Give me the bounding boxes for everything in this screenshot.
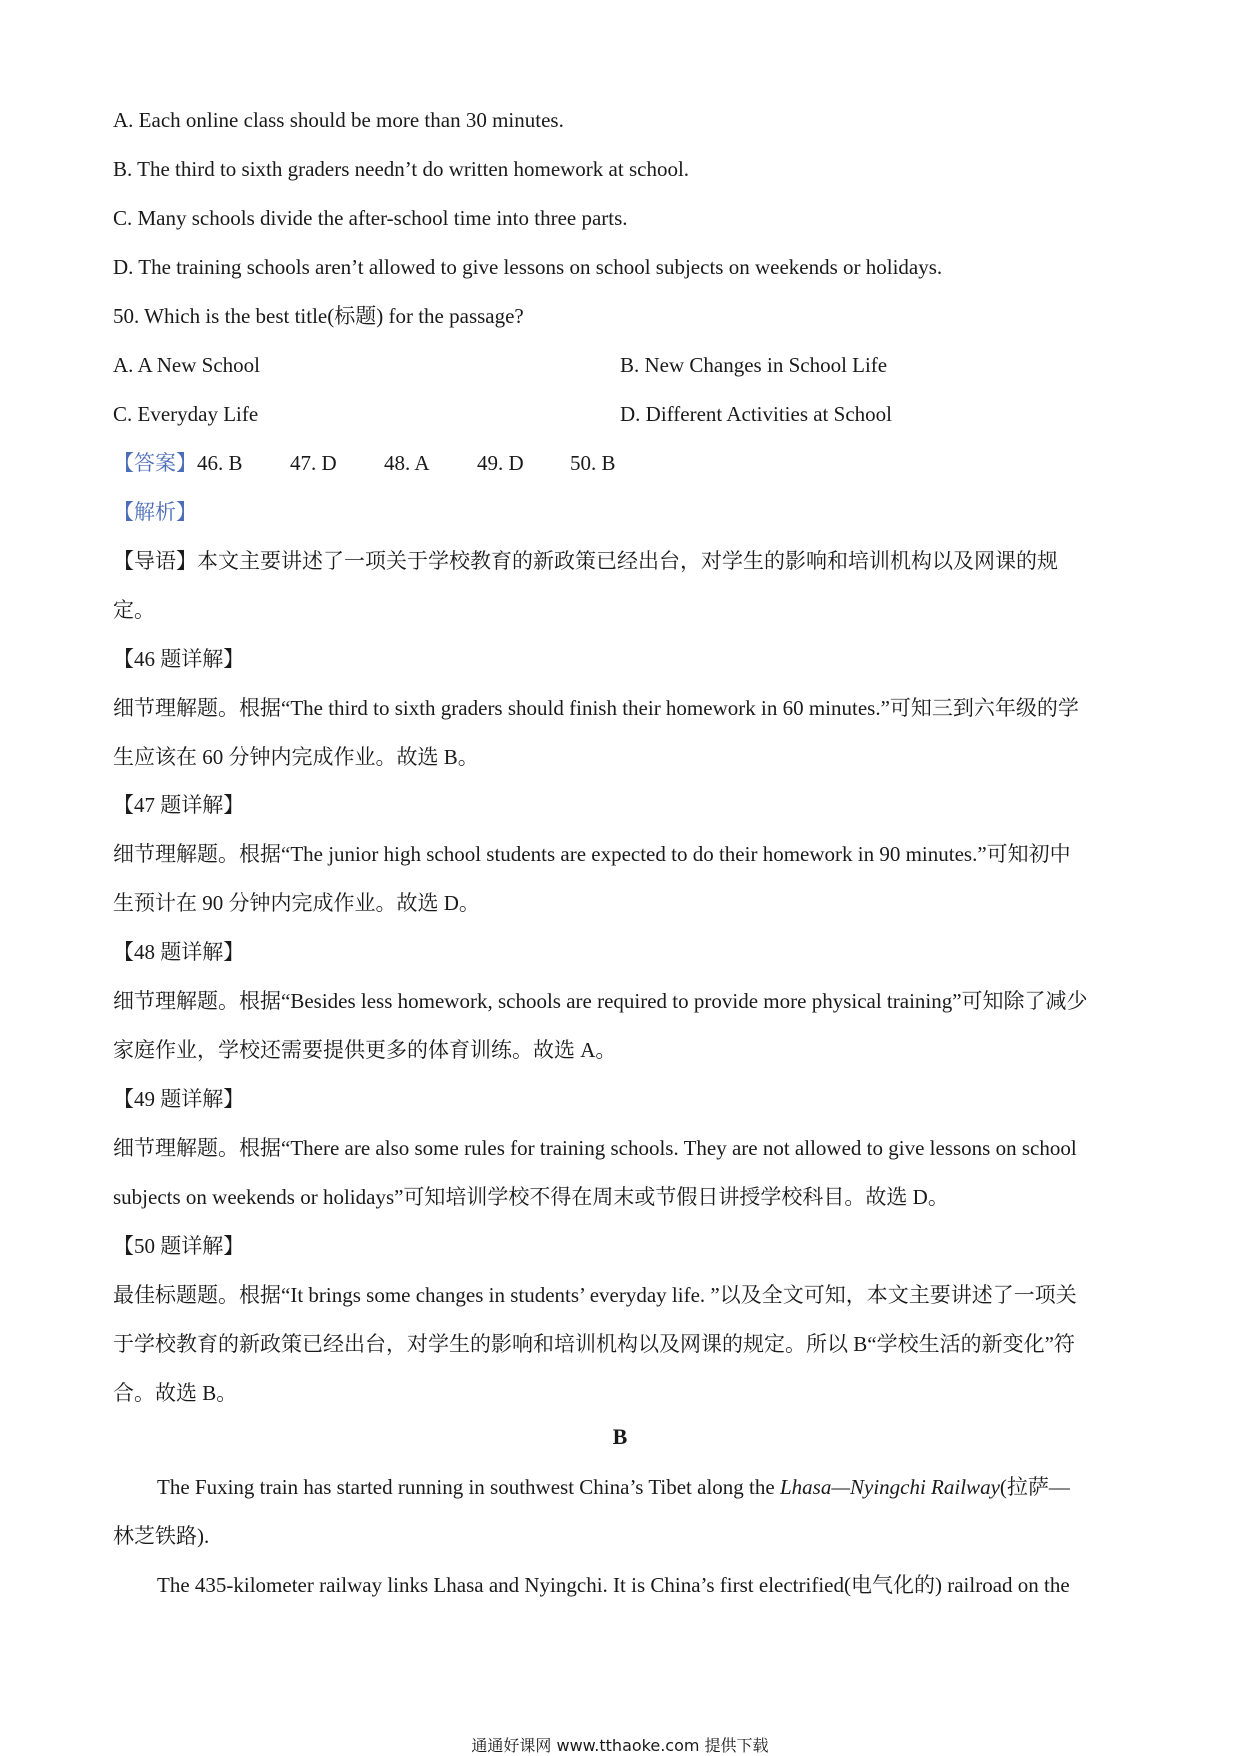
q49-line-1: 细节理解题。根据“There are also some rules for training schools. They are not allowed to give lessons on school bbox=[113, 1136, 1077, 1160]
q50-option-d: D. Different Activities at School bbox=[620, 402, 892, 426]
answer-46: 46. B bbox=[197, 451, 243, 475]
answer-label: 【答案】 bbox=[113, 451, 197, 475]
option-c: C. Many schools divide the after-school time into three parts. bbox=[113, 206, 628, 230]
option-d: D. The training schools aren’t allowed to give lessons on school subjects on weekends or holidays. bbox=[113, 255, 943, 279]
passage-b-paragraph-2: The 435-kilometer railway links Lhasa and Nyingchi. It is China’s first electrified(电气化的) railroad on the bbox=[157, 1573, 1070, 1597]
answer-50: 50. B bbox=[570, 451, 616, 475]
intro-line-1: 【导语】本文主要讲述了一项关于学校教育的新政策已经出台，对学生的影响和培训机构以及网课的规 bbox=[113, 549, 1058, 573]
p1-end: (拉萨— bbox=[999, 1475, 1070, 1499]
answer-48: 48. A bbox=[384, 451, 430, 475]
question-50: 50. Which is the best title(标题) for the passage? bbox=[113, 304, 524, 328]
q50-row-1 bbox=[113, 351, 888, 379]
answer-49: 49. D bbox=[477, 451, 524, 475]
q50-detail-heading: 【50 题详解】 bbox=[113, 1234, 245, 1258]
q47-line-1: 细节理解题。根据“The junior high school students are expected to do their homework in 90 minutes.”可知初中 bbox=[113, 842, 1071, 866]
q50-option-a: A. A New School bbox=[113, 353, 260, 377]
q50-detail-line-3: 合。故选 B。 bbox=[113, 1381, 238, 1405]
intro-line-2: 定。 bbox=[113, 598, 155, 622]
q50-option-b: B. New Changes in School Life bbox=[620, 353, 888, 377]
q46-heading: 【46 题详解】 bbox=[113, 647, 245, 671]
q49-line-2: subjects on weekends or holidays”可知培训学校不得在周末或节假日讲授学校科目。故选 D。 bbox=[113, 1185, 949, 1209]
q50-detail-line-1: 最佳标题题。根据“It brings some changes in students’ everyday life. ”以及全文可知，本文主要讲述了一项关 bbox=[113, 1283, 1077, 1307]
q47-line-2: 生预计在 90 分钟内完成作业。故选 D。 bbox=[113, 891, 480, 915]
passage-b-paragraph-1-line-2: 林芝铁路). bbox=[113, 1524, 210, 1548]
analysis-label: 【解析】 bbox=[113, 500, 197, 524]
q48-line-1: 细节理解题。根据“Besides less homework, schools are required to provide more physical training”可知除了减少 bbox=[113, 989, 1088, 1013]
p1-italic-railway: Lhasa—Nyingchi Railway bbox=[779, 1475, 1000, 1499]
passage-b-paragraph-1 bbox=[157, 1473, 1070, 1501]
q50-option-c: C. Everyday Life bbox=[113, 402, 259, 426]
answer-47: 47. D bbox=[290, 451, 337, 475]
q48-heading: 【48 题详解】 bbox=[113, 940, 245, 964]
q50-row-2 bbox=[113, 400, 892, 428]
q49-heading: 【49 题详解】 bbox=[113, 1087, 245, 1111]
p1-start: The Fuxing train has started running in southwest China’s Tibet along the bbox=[157, 1475, 780, 1499]
q47-heading: 【47 题详解】 bbox=[113, 793, 245, 817]
q46-line-1: 细节理解题。根据“The third to sixth graders should finish their homework in 60 minutes.”可知三到六年级的学 bbox=[113, 696, 1079, 720]
q46-line-2: 生应该在 60 分钟内完成作业。故选 B。 bbox=[113, 745, 479, 769]
option-b: B. The third to sixth graders needn’t do written homework at school. bbox=[113, 157, 690, 181]
q50-detail-line-2: 于学校教育的新政策已经出台，对学生的影响和培训机构以及网课的规定。所以 B“学校生活的新变化”符 bbox=[113, 1332, 1075, 1356]
page-footer: 通通好课网 www.tthaoke.com 提供下载 bbox=[471, 1736, 769, 1755]
option-a: A. Each online class should be more than 30 minutes. bbox=[113, 108, 564, 132]
q48-line-2: 家庭作业，学校还需要提供更多的体育训练。故选 A。 bbox=[113, 1038, 617, 1062]
section-heading-b: B bbox=[612, 1424, 628, 1449]
answer-row bbox=[113, 449, 616, 477]
